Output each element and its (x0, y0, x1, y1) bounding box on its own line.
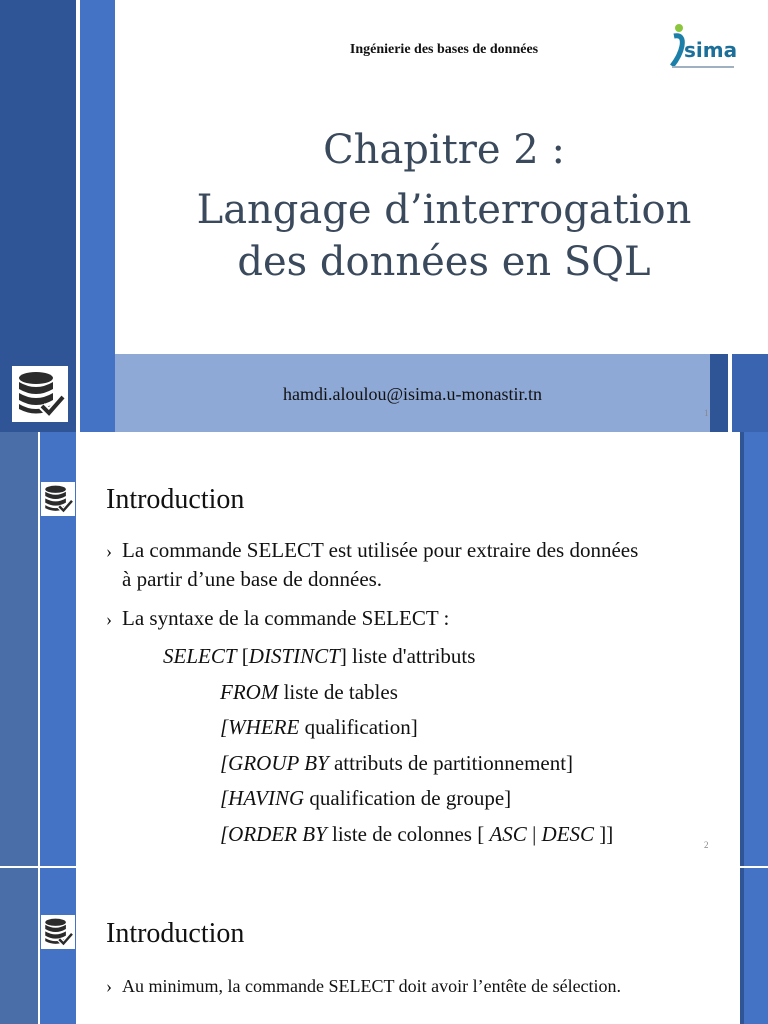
syntax-line-having (220, 786, 511, 811)
kw-order-by: [ORDER BY (220, 822, 327, 846)
txt: ]] (594, 822, 614, 846)
course-header: Ingénierie des bases de données (349, 42, 539, 57)
syntax-line-group-by (220, 751, 573, 776)
right-stripe-2 (744, 432, 768, 866)
txt: liste de colonnes [ (326, 822, 490, 846)
txt: attributs de partitionnement] (328, 751, 574, 775)
isima-logo (668, 22, 738, 70)
database-check-icon (12, 366, 68, 422)
left-stripe-a (0, 868, 38, 1024)
syntax-line-where (220, 715, 418, 740)
syntax-line-select (163, 644, 475, 669)
bullet-2 (106, 604, 726, 633)
txt: qualification] (299, 715, 418, 739)
bullet-1-text: Au minimum, la commande SELECT doit avoir l’entête de sélection. (122, 976, 622, 996)
bullet-1 (106, 536, 726, 593)
bottom-right-block-2 (732, 354, 768, 432)
txt: [ (236, 644, 249, 668)
content-slide-2 (0, 432, 768, 866)
left-band-blue (80, 0, 115, 354)
kw-where: [WHERE (220, 715, 300, 739)
content-slide-3 (0, 868, 768, 1024)
title-line-3: des données en SQL (237, 239, 651, 285)
section-title: Introduction (106, 918, 245, 949)
txt: liste de tables (278, 680, 398, 704)
page-number: 2 (704, 840, 709, 850)
kw-select: SELECT (163, 644, 237, 668)
txt: qualification de groupe] (304, 786, 512, 810)
database-check-icon (41, 482, 75, 516)
title-slide (0, 0, 768, 432)
kw-desc: DESC (541, 822, 595, 846)
bullet-marker: › (106, 609, 112, 629)
txt: ] liste d'attributs (339, 644, 476, 668)
bullet-2-text: La syntaxe de la commande SELECT : (122, 606, 450, 630)
syntax-line-from (220, 680, 398, 705)
kw-having: [HAVING (220, 786, 305, 810)
kw-distinct: DISTINCT (248, 644, 340, 668)
bottom-right-block-1 (710, 354, 728, 432)
bullet-1-line-1: La commande SELECT est utilisée pour extraire des données (122, 538, 639, 562)
left-band-dark (0, 0, 76, 354)
page-number: 1 (704, 408, 709, 418)
bullet-1-line-2: à partir d’une base de données. (122, 567, 383, 591)
kw-group-by: [GROUP BY (220, 751, 329, 775)
bullet-marker: › (106, 541, 112, 561)
bullet-marker: › (106, 976, 112, 996)
right-stripe-2 (744, 868, 768, 1024)
section-title: Introduction (106, 484, 245, 515)
left-stripe-a (0, 432, 38, 866)
title-line-2: Langage d’interrogation (196, 187, 692, 233)
author-email: hamdi.aloulou@isima.u-monastir.tn (282, 384, 543, 404)
kw-asc: ASC (489, 822, 527, 846)
chapter-title (160, 124, 728, 288)
txt: | (526, 822, 542, 846)
title-line-1: Chapitre 2 : (323, 127, 565, 173)
kw-from: FROM (220, 680, 279, 704)
bottom-mid-block (80, 354, 115, 432)
syntax-line-order-by (220, 822, 613, 847)
bullet-1 (106, 976, 726, 997)
logo-text: sima (684, 38, 738, 62)
database-check-icon (41, 915, 75, 949)
